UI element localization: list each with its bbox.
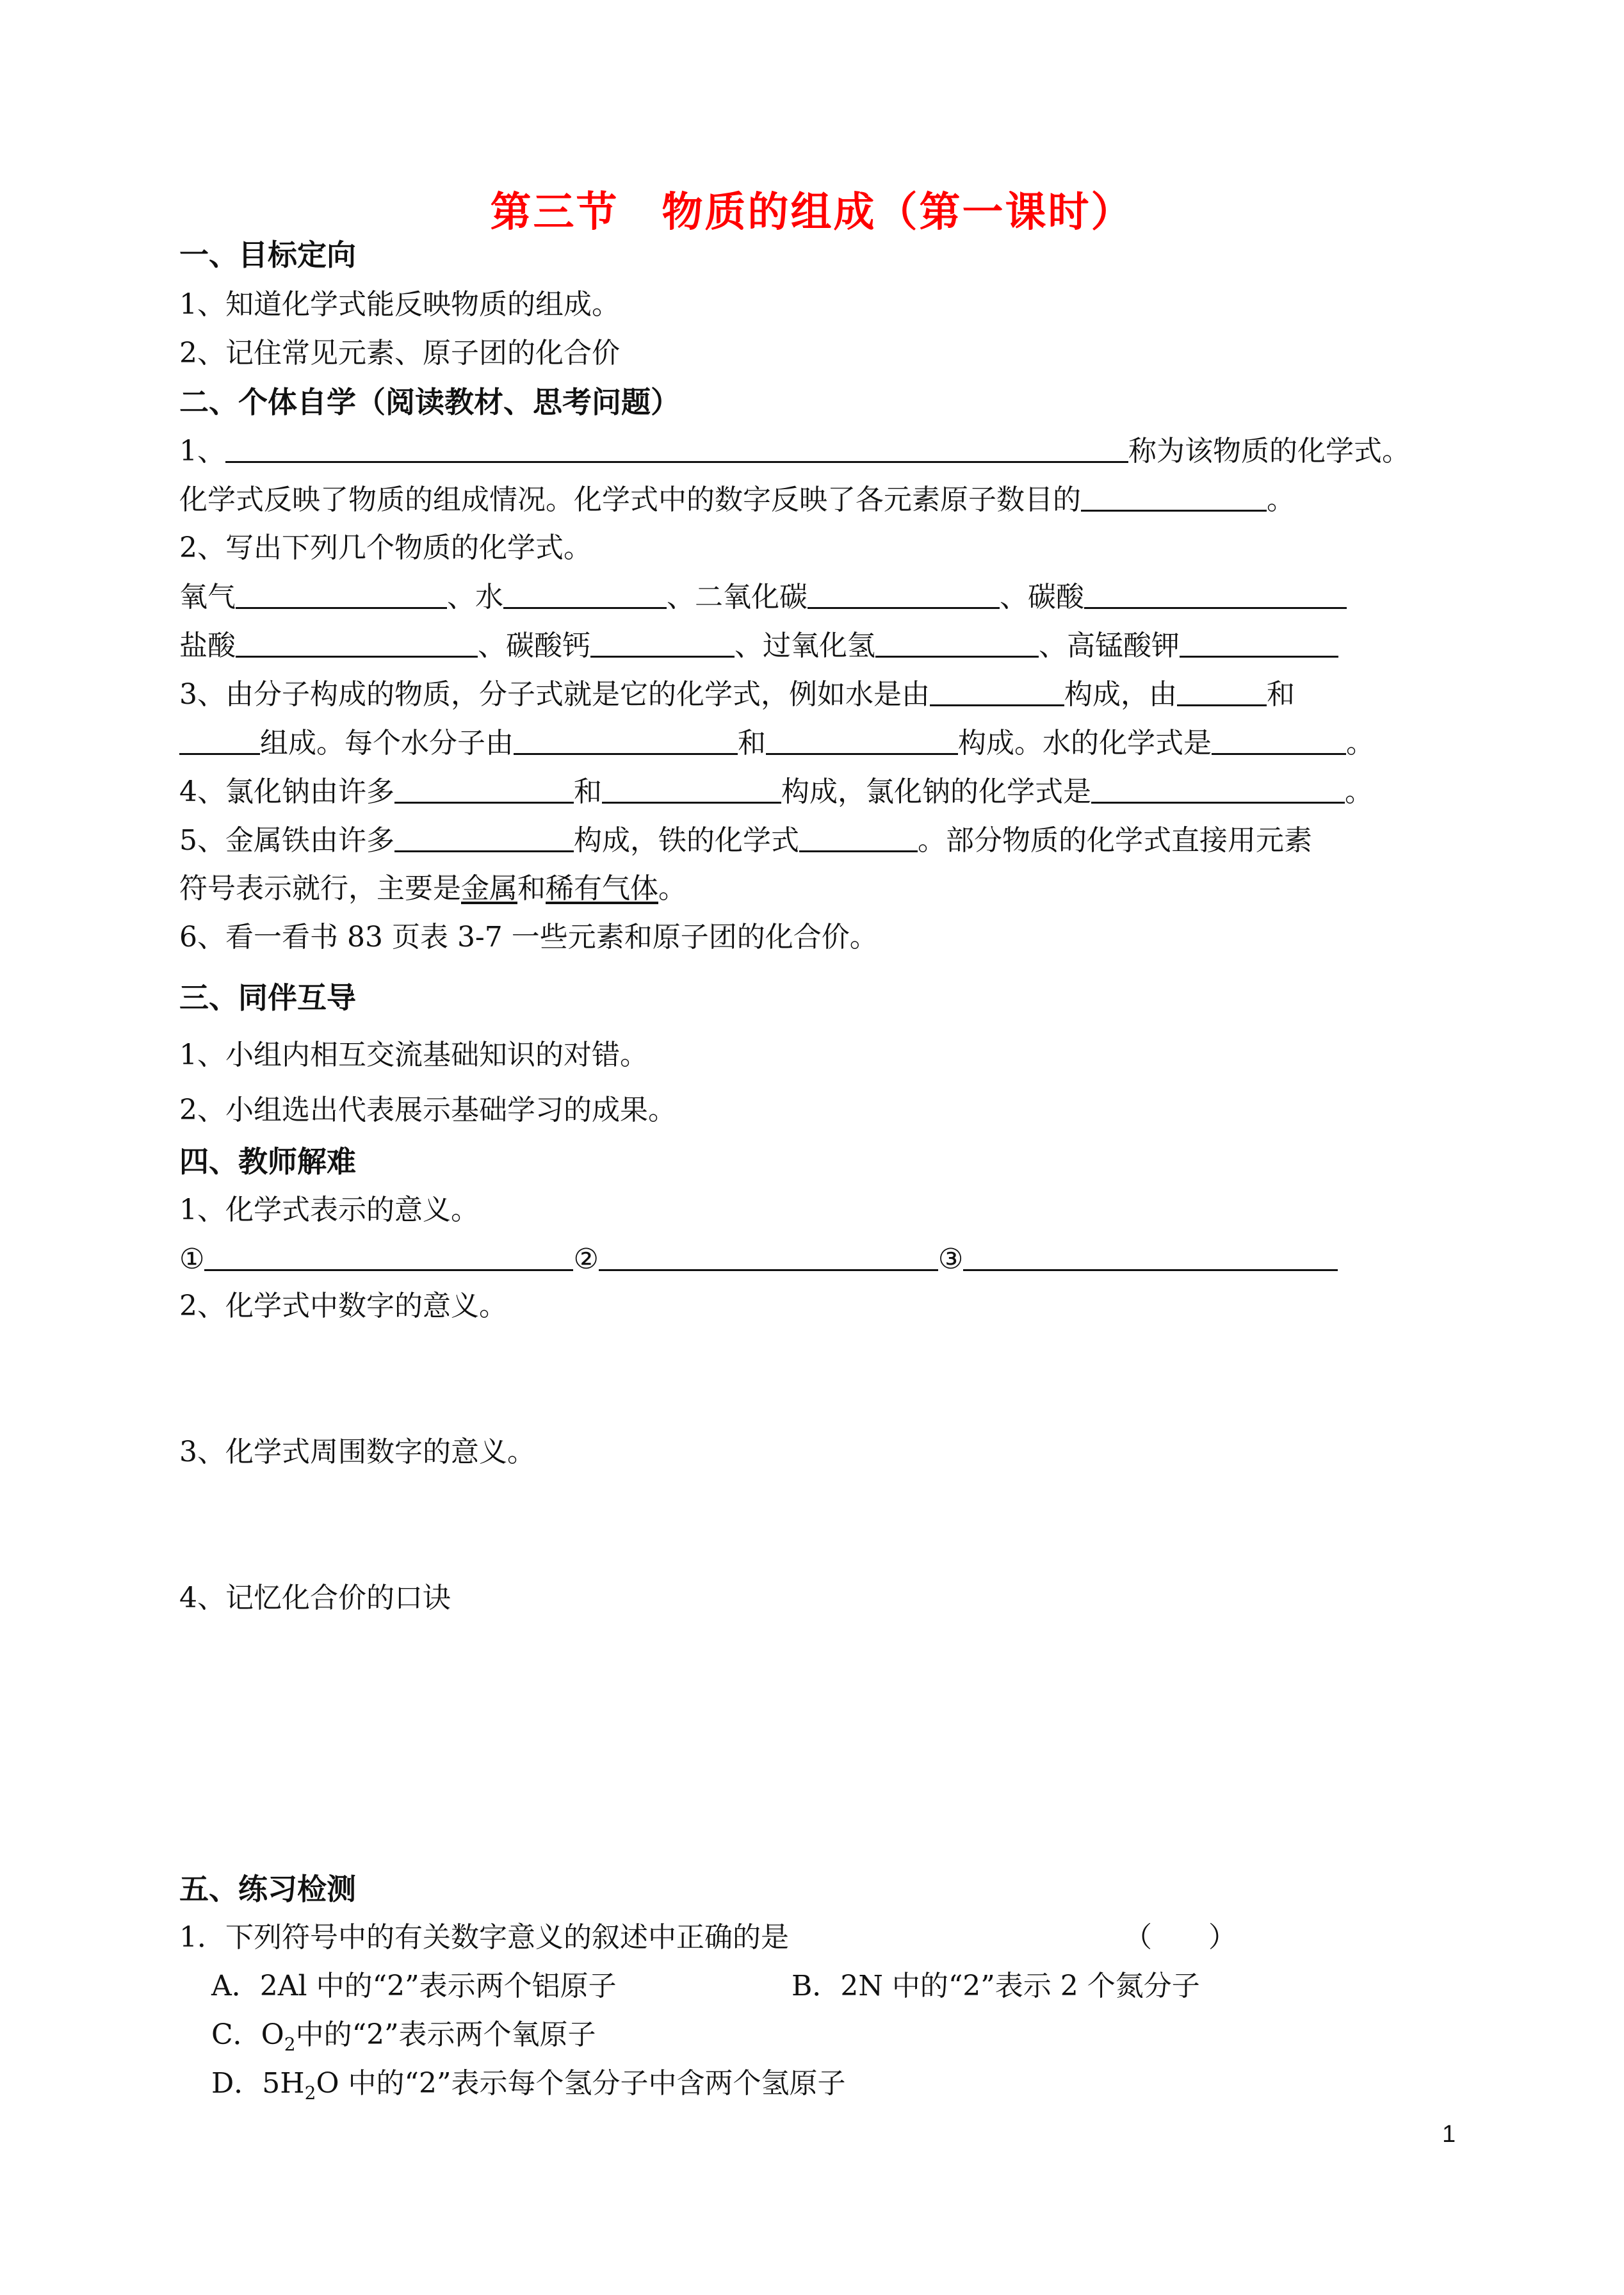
section-3-heading: 三、同伴互导 bbox=[179, 980, 356, 1015]
option-b[interactable]: B．2N 中的“2”表示 2 个氮分子 bbox=[792, 1970, 1200, 2002]
substance-label: 、高锰酸钾 bbox=[1039, 629, 1180, 662]
option-d-text: D．5H bbox=[211, 2067, 305, 2100]
punctuation: 。 bbox=[1345, 775, 1373, 808]
q1-suffix: 称为该物质的化学式。 bbox=[1128, 435, 1410, 467]
question-2-4 bbox=[179, 774, 1373, 810]
exercise-question-1 bbox=[179, 1920, 789, 1956]
question-2-1-line2 bbox=[179, 482, 1295, 518]
answer-blank[interactable] bbox=[225, 433, 1128, 463]
option-c[interactable] bbox=[211, 2017, 596, 2053]
q3-text: 3、由分子构成的物质，分子式就是它的化学式，例如水是由 bbox=[179, 678, 930, 711]
subscript: 2 bbox=[304, 2082, 316, 2104]
section-5-heading: 五、练习检测 bbox=[179, 1872, 356, 1906]
answer-blank[interactable] bbox=[394, 774, 574, 804]
q3-text: 组成。每个水分子由 bbox=[260, 727, 514, 759]
meaning-blanks-row bbox=[179, 1241, 1338, 1277]
answer-blank[interactable] bbox=[599, 1241, 938, 1271]
punctuation: 。 bbox=[658, 872, 686, 905]
q5-text: 构成，铁的化学式 bbox=[574, 824, 799, 857]
answer-blank[interactable] bbox=[204, 1241, 573, 1271]
answer-blank[interactable] bbox=[1180, 628, 1338, 658]
formula-row-2 bbox=[179, 628, 1338, 664]
substance-label: 氧气 bbox=[179, 581, 236, 613]
circled-number: ② bbox=[573, 1243, 599, 1276]
teacher-item-4: 4、记忆化合价的口诀 bbox=[179, 1582, 451, 1614]
answer-blank[interactable] bbox=[1084, 579, 1347, 609]
q3-text: 和 bbox=[738, 727, 766, 759]
substance-label: 、碳酸钙 bbox=[478, 629, 590, 662]
underlined-term-metal: 金属 bbox=[461, 872, 517, 905]
question-2-2: 2、写出下列几个物质的化学式。 bbox=[179, 531, 592, 564]
q4-text: 和 bbox=[574, 775, 602, 808]
answer-blank[interactable] bbox=[394, 822, 574, 852]
circled-number: ③ bbox=[938, 1243, 964, 1276]
question-2-3-line2 bbox=[179, 725, 1374, 761]
answer-blank[interactable] bbox=[875, 628, 1039, 658]
answer-blank[interactable] bbox=[236, 628, 478, 658]
formula-row-1 bbox=[179, 579, 1347, 615]
substance-label: 、过氧化氢 bbox=[735, 629, 875, 662]
teacher-item-1: 1、化学式表示的意义。 bbox=[179, 1194, 479, 1226]
option-c-text: 中的“2”表示两个氧原子 bbox=[295, 2018, 596, 2051]
answer-blank[interactable] bbox=[1091, 774, 1345, 804]
answer-blank[interactable] bbox=[1212, 725, 1346, 755]
question-text: 1．下列符号中的有关数字意义的叙述中正确的是 bbox=[179, 1921, 789, 1954]
answer-blank[interactable] bbox=[930, 676, 1064, 706]
question-2-6: 6、看一看书 83 页表 3-7 一些元素和原子团的化合价。 bbox=[179, 921, 878, 953]
substance-label: 、水 bbox=[447, 581, 503, 613]
option-d[interactable] bbox=[211, 2066, 846, 2102]
section-2-heading: 二、个体自学（阅读教材、思考问题） bbox=[179, 385, 680, 419]
option-a[interactable]: A．2Al 中的“2”表示两个铝原子 bbox=[211, 1970, 617, 2002]
peer-item-1: 1、小组内相互交流基础知识的对错。 bbox=[179, 1039, 648, 1071]
page-title: 第三节 物质的组成（第一课时） bbox=[490, 188, 1134, 236]
question-2-5-line1 bbox=[179, 822, 1312, 859]
section-1-heading: 一、目标定向 bbox=[179, 238, 356, 272]
answer-blank[interactable] bbox=[514, 725, 738, 755]
substance-label: 、碳酸 bbox=[1000, 581, 1084, 613]
answer-blank[interactable] bbox=[1081, 482, 1267, 512]
goal-item-1: 1、知道化学式能反映物质的组成。 bbox=[179, 288, 620, 321]
q4-text: 4、氯化钠由许多 bbox=[179, 775, 394, 808]
goal-item-2: 2、记住常见元素、原子团的化合价 bbox=[179, 337, 620, 369]
answer-blank[interactable] bbox=[1177, 676, 1267, 706]
q5-text: 符号表示就行，主要是 bbox=[179, 872, 461, 905]
underlined-term-noble-gas: 稀有气体 bbox=[546, 872, 658, 905]
circled-number: ① bbox=[179, 1243, 205, 1276]
answer-blank[interactable] bbox=[799, 822, 918, 852]
q1-line2-text: 化学式反映了物质的组成情况。化学式中的数字反映了各元素原子数目的 bbox=[179, 483, 1081, 516]
answer-blank[interactable] bbox=[602, 774, 781, 804]
q3-text: 和 bbox=[1267, 678, 1295, 711]
q1-prefix: 1、 bbox=[179, 435, 225, 467]
answer-parentheses[interactable]: （ ） bbox=[1124, 1921, 1237, 1954]
answer-blank[interactable] bbox=[963, 1241, 1338, 1271]
answer-blank[interactable] bbox=[236, 579, 447, 609]
answer-blank[interactable] bbox=[590, 628, 735, 658]
teacher-item-2: 2、化学式中数字的意义。 bbox=[179, 1290, 507, 1322]
teacher-item-3: 3、化学式周围数字的意义。 bbox=[179, 1436, 535, 1468]
answer-blank[interactable] bbox=[766, 725, 958, 755]
peer-item-2: 2、小组选出代表展示基础学习的成果。 bbox=[179, 1094, 676, 1126]
answer-blank[interactable] bbox=[503, 579, 667, 609]
q5-text: 5、金属铁由许多 bbox=[179, 824, 394, 857]
substance-label: 、二氧化碳 bbox=[667, 581, 808, 613]
q3-text: 构成。水的化学式是 bbox=[958, 727, 1212, 759]
section-4-heading: 四、教师解难 bbox=[179, 1144, 356, 1179]
punctuation: 。 bbox=[1346, 727, 1374, 759]
q5-text: 。部分物质的化学式直接用元素 bbox=[918, 824, 1312, 857]
answer-blank[interactable] bbox=[179, 725, 260, 755]
option-d-text: O 中的“2”表示每个氢分子中含两个氢原子 bbox=[316, 2067, 846, 2100]
substance-label: 盐酸 bbox=[179, 629, 236, 662]
q4-text: 构成，氯化钠的化学式是 bbox=[781, 775, 1091, 808]
option-c-text: C．O bbox=[211, 2018, 284, 2051]
question-2-1-line1 bbox=[179, 433, 1410, 469]
q5-text: 和 bbox=[517, 872, 546, 905]
page-number: 1 bbox=[1442, 2121, 1456, 2148]
question-2-3-line1 bbox=[179, 676, 1295, 713]
question-2-5-line2 bbox=[179, 871, 686, 907]
q3-text: 构成，由 bbox=[1064, 678, 1177, 711]
answer-blank[interactable] bbox=[808, 579, 1000, 609]
subscript: 2 bbox=[284, 2033, 296, 2055]
punctuation: 。 bbox=[1267, 483, 1295, 516]
